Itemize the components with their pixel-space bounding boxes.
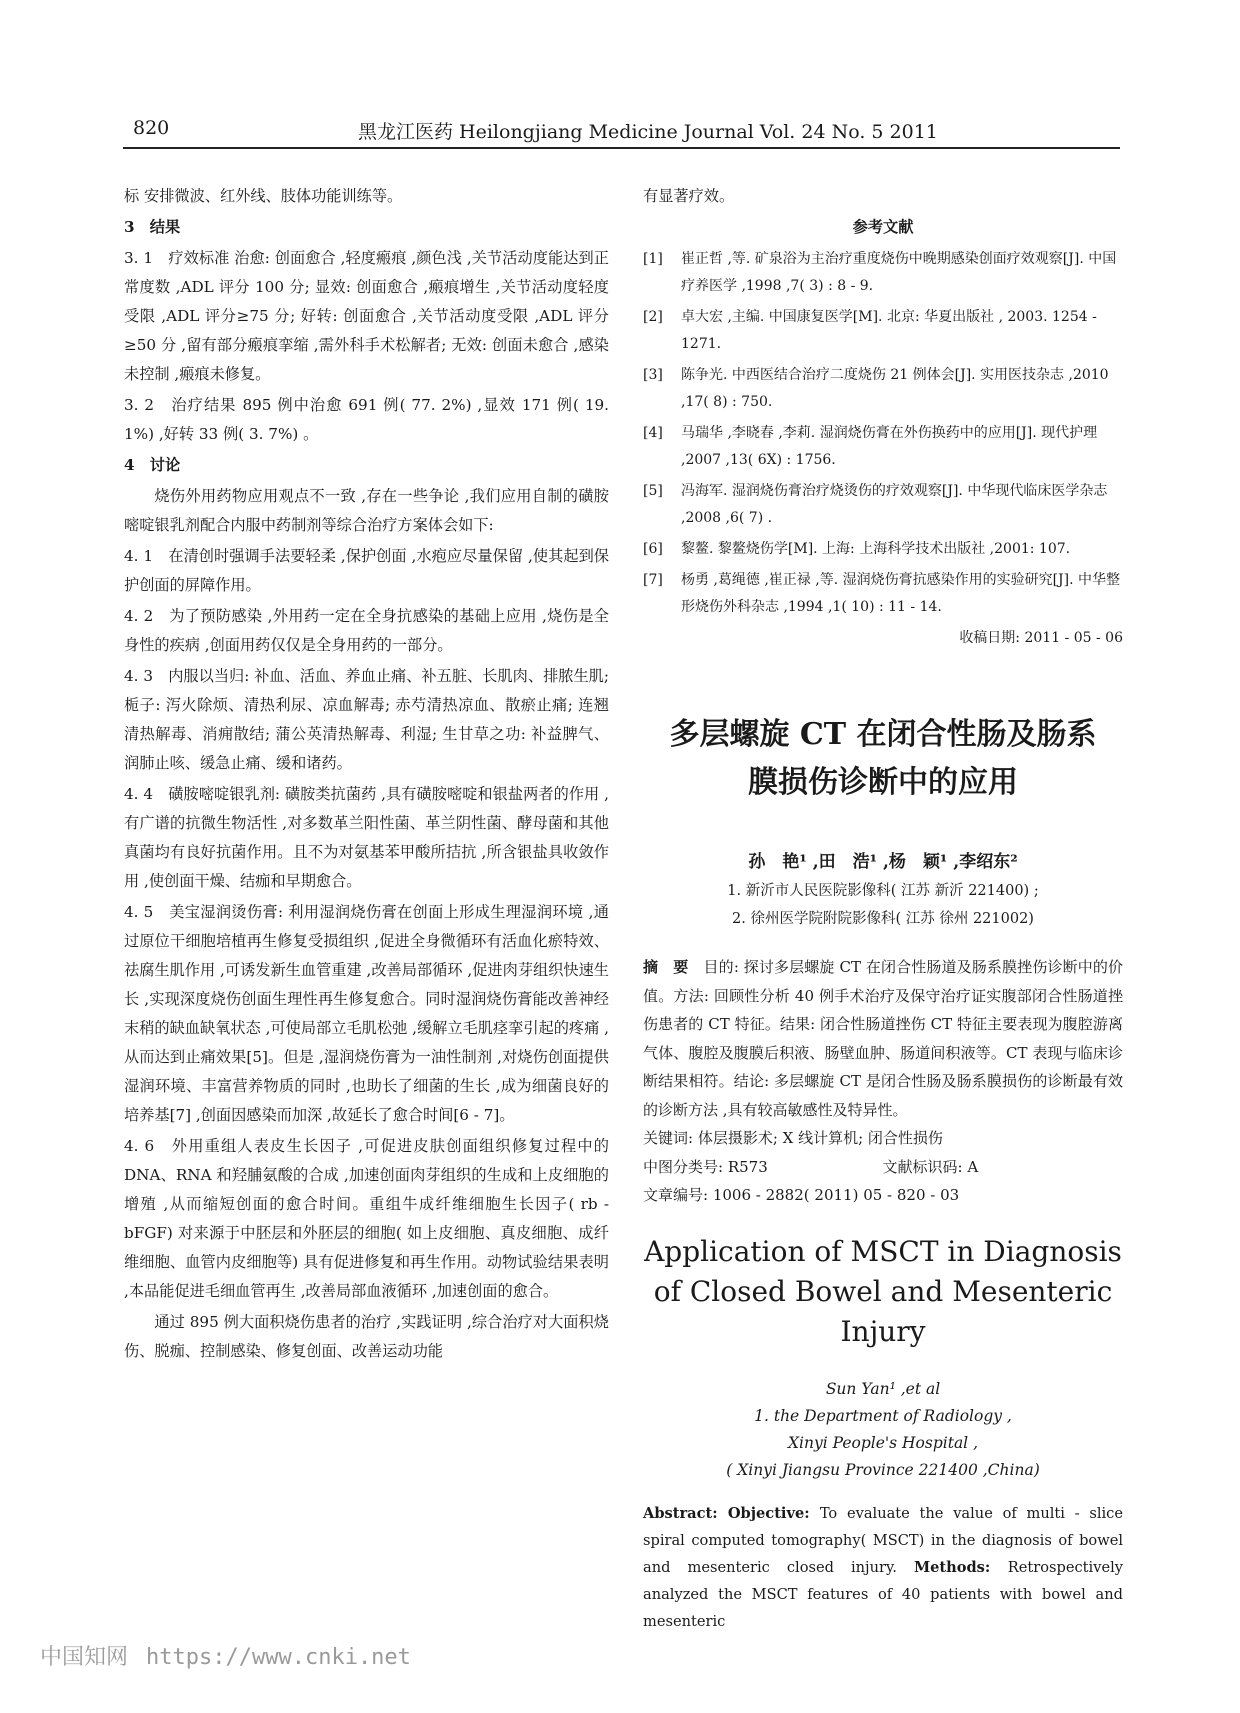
reference-item: [643, 304, 1123, 358]
methods-text: Retrospectively analyzed the MSCT features of 40 patients with bowel and mesenteric: [643, 1558, 1123, 1630]
abstract-label: 摘 要: [643, 958, 689, 976]
abstract-en: [643, 1500, 1123, 1635]
reference-number: [5]: [643, 483, 663, 499]
affiliation: 1. 新沂市人民医院影像科( 江苏 新沂 221400) ;: [727, 883, 1039, 899]
paragraph: 4. 6 外用重组人表皮生长因子 ,可促进皮肤创面组织修复过程中的 DNA、RNA 和羟脯氨酸的合成 ,加速创面肉芽组织的生成和上皮细胞的增殖 ,从而缩短创面的愈合时间。重组牛成纤维细胞生长因子( rb - bFGF) 对来源于中胚层和外胚层的细胞( 如上皮细胞、真皮细胞、成纤维细胞、血管内皮细胞等) 具有促进修复和再生作用。动物试验结果表明 ,本品能促进毛细血管再生 ,改善局部血液循环 ,加速创面的愈合。: [124, 1137, 609, 1300]
methods-label: Methods:: [913, 1558, 1008, 1576]
paragraph: 烧伤外用药物应用观点不一致 ,存在一些争论 ,我们应用自制的磺胺嘧啶银乳剂配合内服中药制剂等综合治疗方案体会如下:: [124, 487, 609, 534]
reference-number: [2]: [643, 309, 663, 325]
objective-label: Objective:: [727, 1504, 820, 1522]
reference-item: [643, 478, 1123, 532]
reference-number: [6]: [643, 541, 663, 557]
article-number: 文章编号: 1006 - 2882( 2011) 05 - 820 - 03: [643, 1186, 960, 1204]
reference-text: 马瑞华 ,李晓春 ,李莉. 湿润烧伤膏在外伤换药中的应用[J]. 现代护理 ,2007 ,13( 6X) : 1756.: [681, 425, 1098, 468]
paragraph: 4. 3 内服以当归: 补血、活血、养血止痛、补五脏、长肌肉、排脓生肌; 栀子: 泻火除烦、清热利尿、凉血解毒; 赤芍清热凉血、散瘀止痛; 连翘清热解毒、消痈散结; 蒲公英清热解毒、利湿; 生甘草之功: 补益脾气、润肺止咳、缓急止痛、缓和诸药。: [124, 667, 609, 772]
reference-item: [643, 362, 1123, 416]
reference-number: [4]: [643, 425, 663, 441]
title-line: 膜损伤诊断中的应用: [748, 765, 1018, 800]
affiliation-en: ( Xinyi Jiangsu Province 221400 ,China): [726, 1460, 1040, 1479]
classification-line: [643, 1153, 1123, 1182]
cnki-watermark: [40, 1640, 411, 1671]
reference-number: [3]: [643, 367, 663, 383]
reference-text: 冯海军. 湿润烧伤膏治疗烧烫伤的疗效观察[J]. 中华现代临床医学杂志 ,2008 ,6( 7) .: [681, 483, 1108, 526]
reference-item: [643, 567, 1123, 621]
affiliation: 2. 徐州医学院附院影像科( 江苏 徐州 221002): [732, 911, 1034, 927]
title-line: Application of MSCT in Diagnosis: [644, 1234, 1122, 1268]
reference-text: 陈争光. 中西医结合治疗二度烧伤 21 例体会[J]. 实用医技杂志 ,2010 ,17( 8) : 750.: [681, 367, 1109, 410]
abstract-cn: [643, 953, 1123, 1124]
paragraph: 4. 5 美宝湿润烫伤膏: 利用湿润烧伤膏在创面上形成生理湿润环境 ,通过原位干细胞培植再生修复受损组织 ,促进全身微循环有活血化瘀特效、祛腐生肌作用 ,可诱发新生血管重建 ,改善局部循环 ,促进肉芽组织快速生长 ,实现深度烧伤创面生理性再生修复愈合。同时湿润烧伤膏能改善神经末稍的缺血缺氧状态 ,可使局部立毛肌松弛 ,缓解立毛肌痉挛引起的疼痛 ,从而达到止痛效果[5]。但是 ,湿润烧伤膏为一油性制剂 ,对烧伤创面提供湿润环境、丰富营养物质的同时 ,也助长了细菌的生长 ,成为细菌良好的培养基[7] ,创面因感染而加深 ,故延长了愈合时间[6 - 7]。: [124, 903, 609, 1124]
article-title-en: [643, 1232, 1123, 1352]
section-heading: 4 讨论: [124, 456, 181, 474]
reference-text: 杨勇 ,葛绳德 ,崔正禄 ,等. 湿润烧伤膏抗感染作用的实验研究[J]. 中华整形烧伤外科杂志 ,1994 ,1( 10) : 11 - 14.: [681, 572, 1121, 615]
author-en: Sun Yan¹ ,et al: [825, 1379, 941, 1398]
article-title-cn: [643, 711, 1123, 807]
document-code: 文献标识码: A: [882, 1157, 979, 1176]
abstract-en-label: Abstract:: [643, 1504, 728, 1522]
paragraph: 4. 2 为了预防感染 ,外用药一定在全身抗感染的基础上应用 ,烧伤是全身性的疾病 ,创面用药仅仅是全身用药的一部分。: [124, 607, 609, 654]
reference-number: [1]: [643, 251, 663, 267]
title-line: 多层螺旋 CT 在闭合性肠及肠系: [669, 717, 1097, 752]
authors-cn: 孙 艳¹ ,田 浩¹ ,杨 颖¹ ,李绍东²: [748, 852, 1018, 872]
running-header: [123, 117, 1120, 149]
section-heading: 3 结果: [124, 218, 181, 236]
reference-item: [643, 420, 1123, 474]
watermark-site-name: 中国知网: [40, 1645, 129, 1670]
page-number: 820: [133, 117, 170, 139]
reference-text: 黎鳌. 黎鳌烧伤学[M]. 上海: 上海科学技术出版社 ,2001: 107.: [681, 541, 1071, 557]
keywords: 关键词: 体层摄影术; X 线计算机; 闭合性损伤: [643, 1129, 943, 1147]
title-line: of Closed Bowel and Mesenteric Injury: [653, 1274, 1113, 1348]
reference-list: [643, 246, 1123, 621]
objective-text: To evaluate the value of multi - slice spiral computed tomography( MSCT) in the diagnosis of bowel and mesenteric closed injury.: [643, 1504, 1123, 1576]
journal-title: 黑龙江医药 Heilongjiang Medicine Journal Vol. 24 No. 5 2011: [358, 121, 938, 143]
received-date: 收稿日期: 2011 - 05 - 06: [959, 630, 1123, 646]
left-column: [124, 182, 609, 1368]
reference-item: [643, 536, 1123, 563]
watermark-url: https://www.cnki.net: [146, 1645, 411, 1670]
references-heading: 参考文献: [852, 218, 914, 236]
clc-number: 中图分类号: R573: [643, 1157, 768, 1176]
paragraph: 通过 895 例大面积烧伤患者的治疗 ,实践证明 ,综合治疗对大面积烧伤、脱痂、控制感染、修复创面、改善运动功能: [124, 1313, 609, 1360]
abstract-text: 目的: 探讨多层螺旋 CT 在闭合性肠道及肠系膜挫伤诊断中的价值。方法: 回顾性分析 40 例手术治疗及保守治疗证实腹部闭合性肠道挫伤患者的 CT 特征。结果: 闭合性肠道挫伤 CT 特征主要表现为腹腔游离气体、腹腔及腹膜后积液、肠壁血肿、肠道间积液等。CT 表现与临床诊断结果相符。结论: 多层螺旋 CT 是闭合性肠及肠系膜损伤的诊断最有效的诊断方法 ,具有较高敏感性及特异性。: [643, 958, 1123, 1119]
reference-text: 卓大宏 ,主编. 中国康复医学[M]. 北京: 华夏出版社 , 2003. 1254 - 1271.: [681, 309, 1097, 352]
paragraph: 标 安排微波、红外线、肢体功能训练等。: [124, 187, 403, 205]
paragraph: 4. 4 磺胺嘧啶银乳剂: 磺胺类抗菌药 ,具有磺胺嘧啶和银盐两者的作用 ,有广谱的抗微生物活性 ,对多数革兰阳性菌、革兰阴性菌、酵母菌和其他真菌均有良好抗菌作用。且不为对氨基苯甲酸所拮抗 ,所含银盐具收敛作用 ,使创面干燥、结痂和早期愈合。: [124, 785, 609, 890]
reference-text: 崔正哲 ,等. 矿泉浴为主治疗重度烧伤中晚期感染创面疗效观察[J]. 中国疗养医学 ,1998 ,7( 3) : 8 - 9.: [681, 251, 1117, 294]
paragraph: 4. 1 在清创时强调手法要轻柔 ,保护创面 ,水疱应尽量保留 ,使其起到保护创面的屏障作用。: [124, 547, 609, 594]
right-column: [643, 182, 1123, 1635]
reference-item: [643, 246, 1123, 300]
paragraph: 3. 1 疗效标准 治愈: 创面愈合 ,轻度瘢痕 ,颜色浅 ,关节活动度能达到正常度数 ,ADL 评分 100 分; 显效: 创面愈合 ,瘢痕增生 ,关节活动度轻度受限 ,ADL 评分≥75 分; 好转: 创面愈合 ,关节活动度受限 ,ADL 评分≥50 分 ,留有部分瘢痕挛缩 ,需外科手术松解者; 无效: 创面未愈合 ,感染未控制 ,瘢痕未修复。: [124, 249, 609, 383]
affiliation-en: Xinyi People's Hospital ,: [787, 1433, 978, 1452]
reference-number: [7]: [643, 572, 663, 588]
affiliation-en: 1. the Department of Radiology ,: [754, 1406, 1012, 1425]
paragraph: 有显著疗效。: [643, 187, 735, 205]
paragraph: 3. 2 治疗结果 895 例中治愈 691 例( 77. 2%) ,显效 171 例( 19. 1%) ,好转 33 例( 3. 7%) 。: [124, 396, 609, 443]
